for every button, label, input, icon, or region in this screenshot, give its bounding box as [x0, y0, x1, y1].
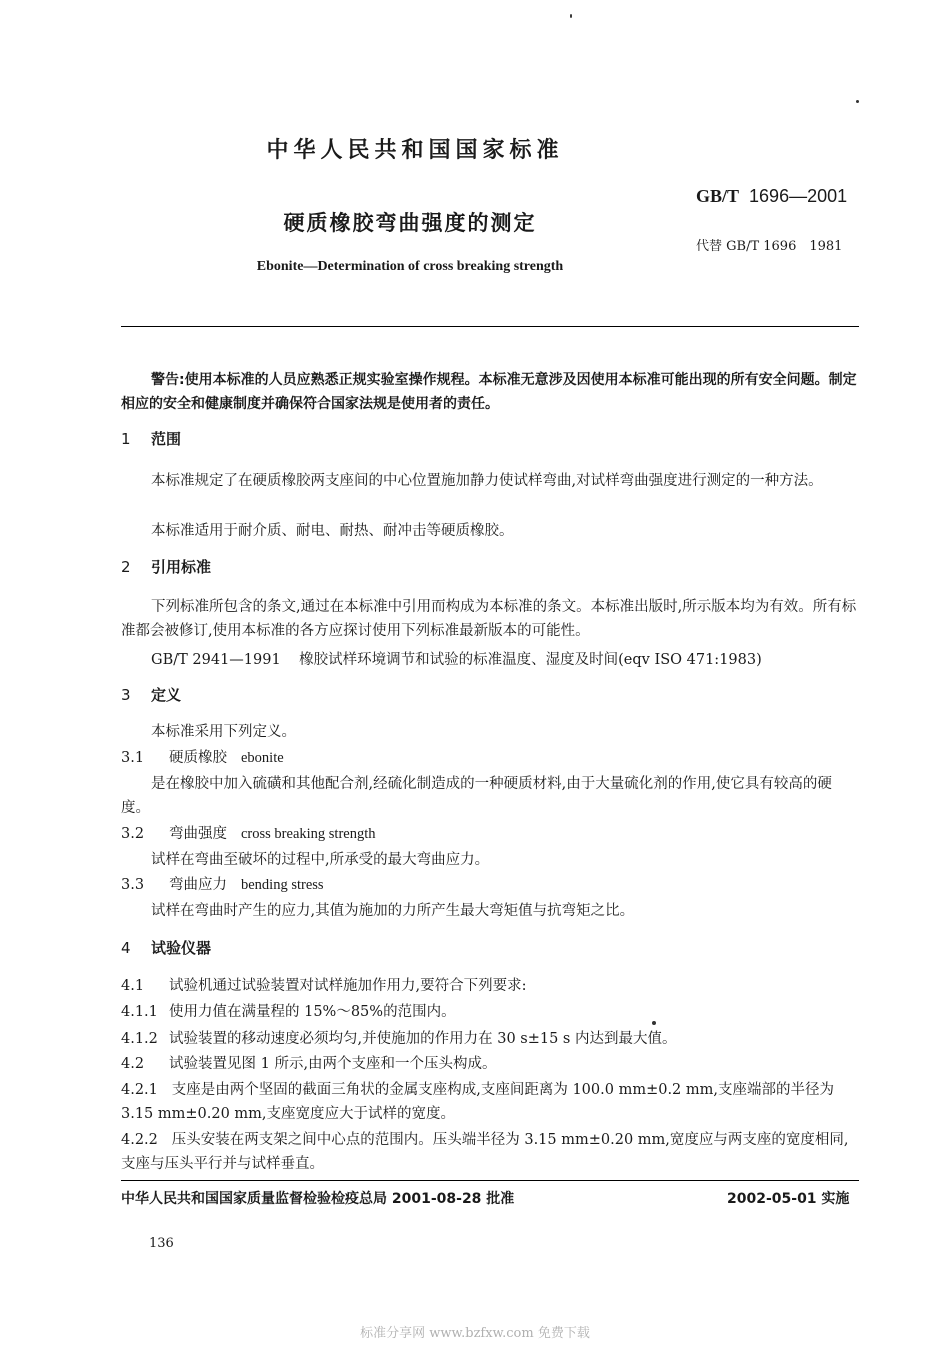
term-en: ebonite — [241, 750, 284, 766]
clause-number: 4.2.1 — [121, 1082, 158, 1098]
clause-number: 4.1.1 — [121, 1004, 158, 1020]
clause-number: 4.2.2 — [121, 1132, 158, 1148]
document-title-en: Ebonite—Determination of cross breaking strength — [256, 259, 564, 274]
standard-prefix: GB/T — [696, 186, 740, 206]
page-number: 136 — [149, 1236, 174, 1251]
clause-text: 支座是由两个坚固的截面三角状的金属支座构成,支座间距离为 100.0 mm±0.2 mm,支座端部的半径为 3.15 mm±0.20 mm,支座宽度应大于试样的宽度。 — [121, 1082, 834, 1122]
bottom-rule — [121, 1180, 859, 1181]
definition-3-1-term — [121, 746, 284, 767]
section-3-heading — [121, 684, 181, 705]
clause-number: 4.1.2 — [121, 1031, 158, 1047]
clause-4-1-1 — [121, 1000, 456, 1021]
definition-3-3-term — [121, 873, 324, 894]
section-4-heading — [121, 937, 211, 958]
national-standard-title: 中华人民共和国国家标准 — [266, 138, 564, 163]
clause-text: 试验机通过试验装置对试样施加作用力,要符合下列要求: — [169, 978, 527, 994]
definition-3-3-text: 试样在弯曲时产生的应力,其值为施加的力所产生最大弯矩值与抗弯矩之比。 — [151, 903, 635, 919]
section-number: 2 — [121, 558, 131, 576]
section-2-paragraph: 下列标准所包含的条文,通过在本标准中引用而构成为本标准的条文。本标准出版时,所示版本均为有效。所有标准都会被修订,使用本标准的各方应探讨使用下列标准最新版本的可能性。 — [121, 599, 857, 639]
definition-3-2-text: 试样在弯曲至破坏的过程中,所承受的最大弯曲应力。 — [151, 852, 490, 868]
clause-number: 4.1 — [121, 978, 145, 994]
section-title: 范围 — [151, 430, 182, 448]
standard-code: 1696—2001 — [749, 186, 848, 206]
term-cn: 弯曲强度 — [169, 826, 227, 842]
approval-note: 中华人民共和国国家质量监督检验检疫总局 2001-08-28 批准 — [121, 1191, 515, 1207]
section-2-heading — [121, 556, 211, 577]
normative-reference — [151, 648, 762, 669]
clause-text: 试验装置的移动速度必须均匀,并使施加的作用力在 30 s±15 s 内达到最大值。 — [169, 1031, 677, 1047]
replaces-note: 代替 GB/T 1696 1981 — [696, 239, 843, 254]
section-number: 1 — [121, 430, 131, 448]
clause-4-1-2 — [121, 1027, 676, 1048]
definition-3-1-text: 是在橡胶中加入硫磺和其他配合剂,经硫化制造成的一种硬质材料,由于大量硫化剂的作用,使它具有较高的硬度。 — [121, 776, 832, 816]
section-3-intro: 本标准采用下列定义。 — [151, 724, 296, 740]
document-title-cn: 硬质橡胶弯曲强度的测定 — [283, 211, 537, 235]
section-number: 3 — [121, 686, 131, 704]
section-title: 引用标准 — [151, 558, 212, 576]
term-en: cross breaking strength — [241, 826, 376, 842]
section-1-heading — [121, 428, 181, 449]
scan-speck — [652, 1021, 656, 1025]
scan-speck — [570, 14, 572, 18]
term-cn: 弯曲应力 — [169, 877, 227, 893]
warning-paragraph: 警告:使用本标准的人员应熟悉正规实验室操作规程。本标准无意涉及因使用本标准可能出现的所有安全问题。制定相应的安全和健康制度并确保符合国家法规是使用者的责任。 — [121, 372, 857, 412]
reference-title: 橡胶试样环境调节和试验的标准温度、湿度及时间(eqv ISO 471:1983) — [299, 652, 762, 668]
term-en: bending stress — [241, 877, 324, 893]
reference-code: GB/T 2941—1991 — [151, 652, 281, 668]
clause-4-2 — [121, 1052, 497, 1073]
clause-text: 压头安装在两支架之间中心点的范围内。压头端半径为 3.15 mm±0.20 mm,宽度应与两支座的宽度相同,支座与压头平行并与试样垂直。 — [121, 1132, 849, 1172]
section-title: 定义 — [151, 686, 182, 704]
clause-4-2-2 — [121, 1128, 859, 1176]
section-1-paragraph-1: 本标准规定了在硬质橡胶两支座间的中心位置施加静力使试样弯曲,对试样弯曲强度进行测定的一种方法。 — [151, 473, 823, 489]
clause-text: 试验装置见图 1 所示,由两个支座和一个压头构成。 — [169, 1056, 497, 1072]
clause-number: 4.2 — [121, 1056, 145, 1072]
clause-4-1 — [121, 974, 527, 995]
section-1-paragraph-2: 本标准适用于耐介质、耐电、耐热、耐冲击等硬质橡胶。 — [151, 523, 514, 539]
scan-speck — [856, 100, 859, 103]
watermark: 标准分享网 www.bzfxw.com 免费下载 — [360, 1326, 590, 1341]
clause-number: 3.3 — [121, 877, 145, 893]
section-title: 试验仪器 — [151, 939, 212, 957]
clause-number: 3.2 — [121, 826, 145, 842]
clause-number: 3.1 — [121, 750, 145, 766]
implementation-date: 2002-05-01 实施 — [727, 1191, 850, 1207]
standard-number — [696, 186, 847, 207]
clause-text: 使用力值在满量程的 15%～85%的范围内。 — [169, 1004, 456, 1020]
top-rule — [121, 326, 859, 327]
term-cn: 硬质橡胶 — [169, 750, 227, 766]
definition-3-2-term — [121, 822, 376, 843]
clause-4-2-1 — [121, 1078, 859, 1126]
section-number: 4 — [121, 939, 131, 957]
